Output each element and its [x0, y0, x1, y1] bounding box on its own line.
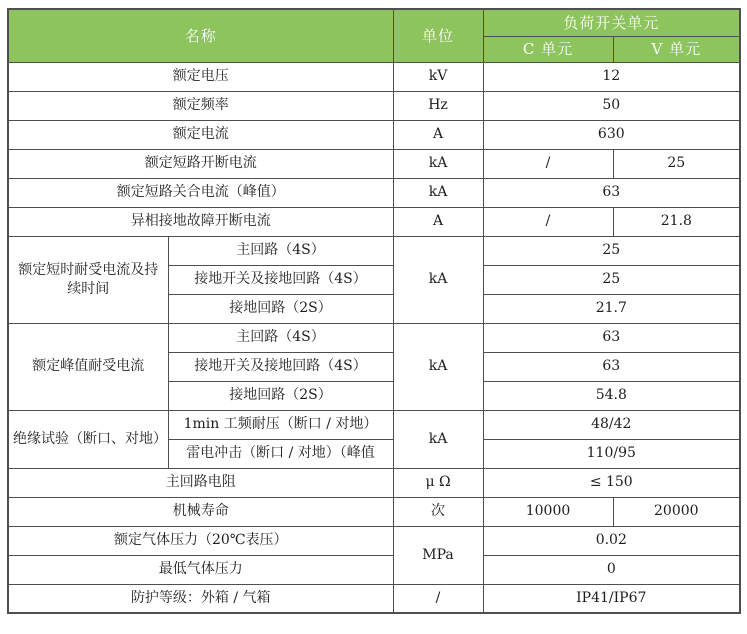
cell-name: 额定电压 [8, 62, 393, 91]
cell-value: 54.8 [483, 381, 740, 410]
row-gas-pressure-rated [8, 526, 740, 555]
row-main-circuit-resistance [8, 468, 740, 497]
cell-unit: A [393, 120, 483, 149]
cell-name: 主回路电阻 [8, 468, 393, 497]
cell-value: 48/42 [483, 410, 740, 439]
row-short-circuit-breaking [8, 149, 740, 178]
cell-unit: kA [393, 323, 483, 410]
cell-value: 63 [483, 178, 740, 207]
row-rated-frequency [8, 91, 740, 120]
header-cell-group: 负荷开关单元 [483, 9, 740, 36]
cell-name: 额定短路开断电流 [8, 149, 393, 178]
cell-value: 12 [483, 62, 740, 91]
cell-unit: kA [393, 236, 483, 323]
cell-name: 机械寿命 [8, 497, 393, 526]
header-cell-sub-v: V 单元 [613, 36, 740, 62]
cell-value: 21.7 [483, 294, 740, 323]
row-mechanical-life [8, 497, 740, 526]
cell-unit: kA [393, 410, 483, 468]
cell-value: ≤ 150 [483, 468, 740, 497]
cell-unit: kA [393, 178, 483, 207]
row-peak-withstand-1 [8, 323, 740, 352]
cell-name: 额定气体压力（20℃表压） [8, 526, 393, 555]
cell-value: 0.02 [483, 526, 740, 555]
row-earth-fault-breaking [8, 207, 740, 236]
row-protection-class [8, 584, 740, 613]
cell-subitem: 雷电冲击（断口 / 对地）（峰值 [168, 439, 393, 468]
cell-value: 110/95 [483, 439, 740, 468]
cell-value: 630 [483, 120, 740, 149]
cell-value-v: 21.8 [613, 207, 740, 236]
cell-name: 防护等级：外箱 / 气箱 [8, 584, 393, 613]
header-row-1 [8, 9, 740, 36]
cell-name: 异相接地故障开断电流 [8, 207, 393, 236]
table-body [8, 62, 740, 613]
table-header [8, 9, 740, 62]
cell-value: 63 [483, 323, 740, 352]
spec-table [7, 8, 741, 614]
cell-unit: μ Ω [393, 468, 483, 497]
cell-value: 50 [483, 91, 740, 120]
cell-unit: 次 [393, 497, 483, 526]
cell-value-v: 25 [613, 149, 740, 178]
cell-name: 额定短路关合电流（峰值） [8, 178, 393, 207]
cell-unit: kA [393, 149, 483, 178]
cell-unit: MPa [393, 526, 483, 584]
cell-unit: A [393, 207, 483, 236]
cell-subitem: 接地开关及接地回路（4S） [168, 265, 393, 294]
cell-category: 额定短时耐受电流及持续时间 [8, 236, 168, 323]
cell-subitem: 接地开关及接地回路（4S） [168, 352, 393, 381]
cell-value: IP41/IP67 [483, 584, 740, 613]
cell-unit: kV [393, 62, 483, 91]
cell-value-c: / [483, 149, 613, 178]
row-short-circuit-making [8, 178, 740, 207]
header-cell-unit: 单位 [393, 9, 483, 62]
cell-value: 0 [483, 555, 740, 584]
cell-value: 25 [483, 265, 740, 294]
cell-name: 额定频率 [8, 91, 393, 120]
cell-name: 额定电流 [8, 120, 393, 149]
row-rated-voltage [8, 62, 740, 91]
row-gas-pressure-min [8, 555, 740, 584]
cell-value: 25 [483, 236, 740, 265]
cell-subitem: 主回路（4S） [168, 323, 393, 352]
cell-unit: Hz [393, 91, 483, 120]
cell-subitem: 1min 工频耐压（断口 / 对地） [168, 410, 393, 439]
row-insulation-test-1 [8, 410, 740, 439]
cell-subitem: 主回路（4S） [168, 236, 393, 265]
cell-name: 最低气体压力 [8, 555, 393, 584]
cell-value-c: / [483, 207, 613, 236]
cell-unit: / [393, 584, 483, 613]
cell-value-c: 10000 [483, 497, 613, 526]
cell-subitem: 接地回路（2S） [168, 381, 393, 410]
header-cell-name: 名称 [8, 9, 393, 62]
header-cell-sub-c: C 单元 [483, 36, 613, 62]
cell-category: 额定峰值耐受电流 [8, 323, 168, 410]
cell-value-v: 20000 [613, 497, 740, 526]
cell-category: 绝缘试验（断口、对地） [8, 410, 168, 468]
cell-value: 63 [483, 352, 740, 381]
row-short-time-withstand-1 [8, 236, 740, 265]
cell-subitem: 接地回路（2S） [168, 294, 393, 323]
row-rated-current [8, 120, 740, 149]
